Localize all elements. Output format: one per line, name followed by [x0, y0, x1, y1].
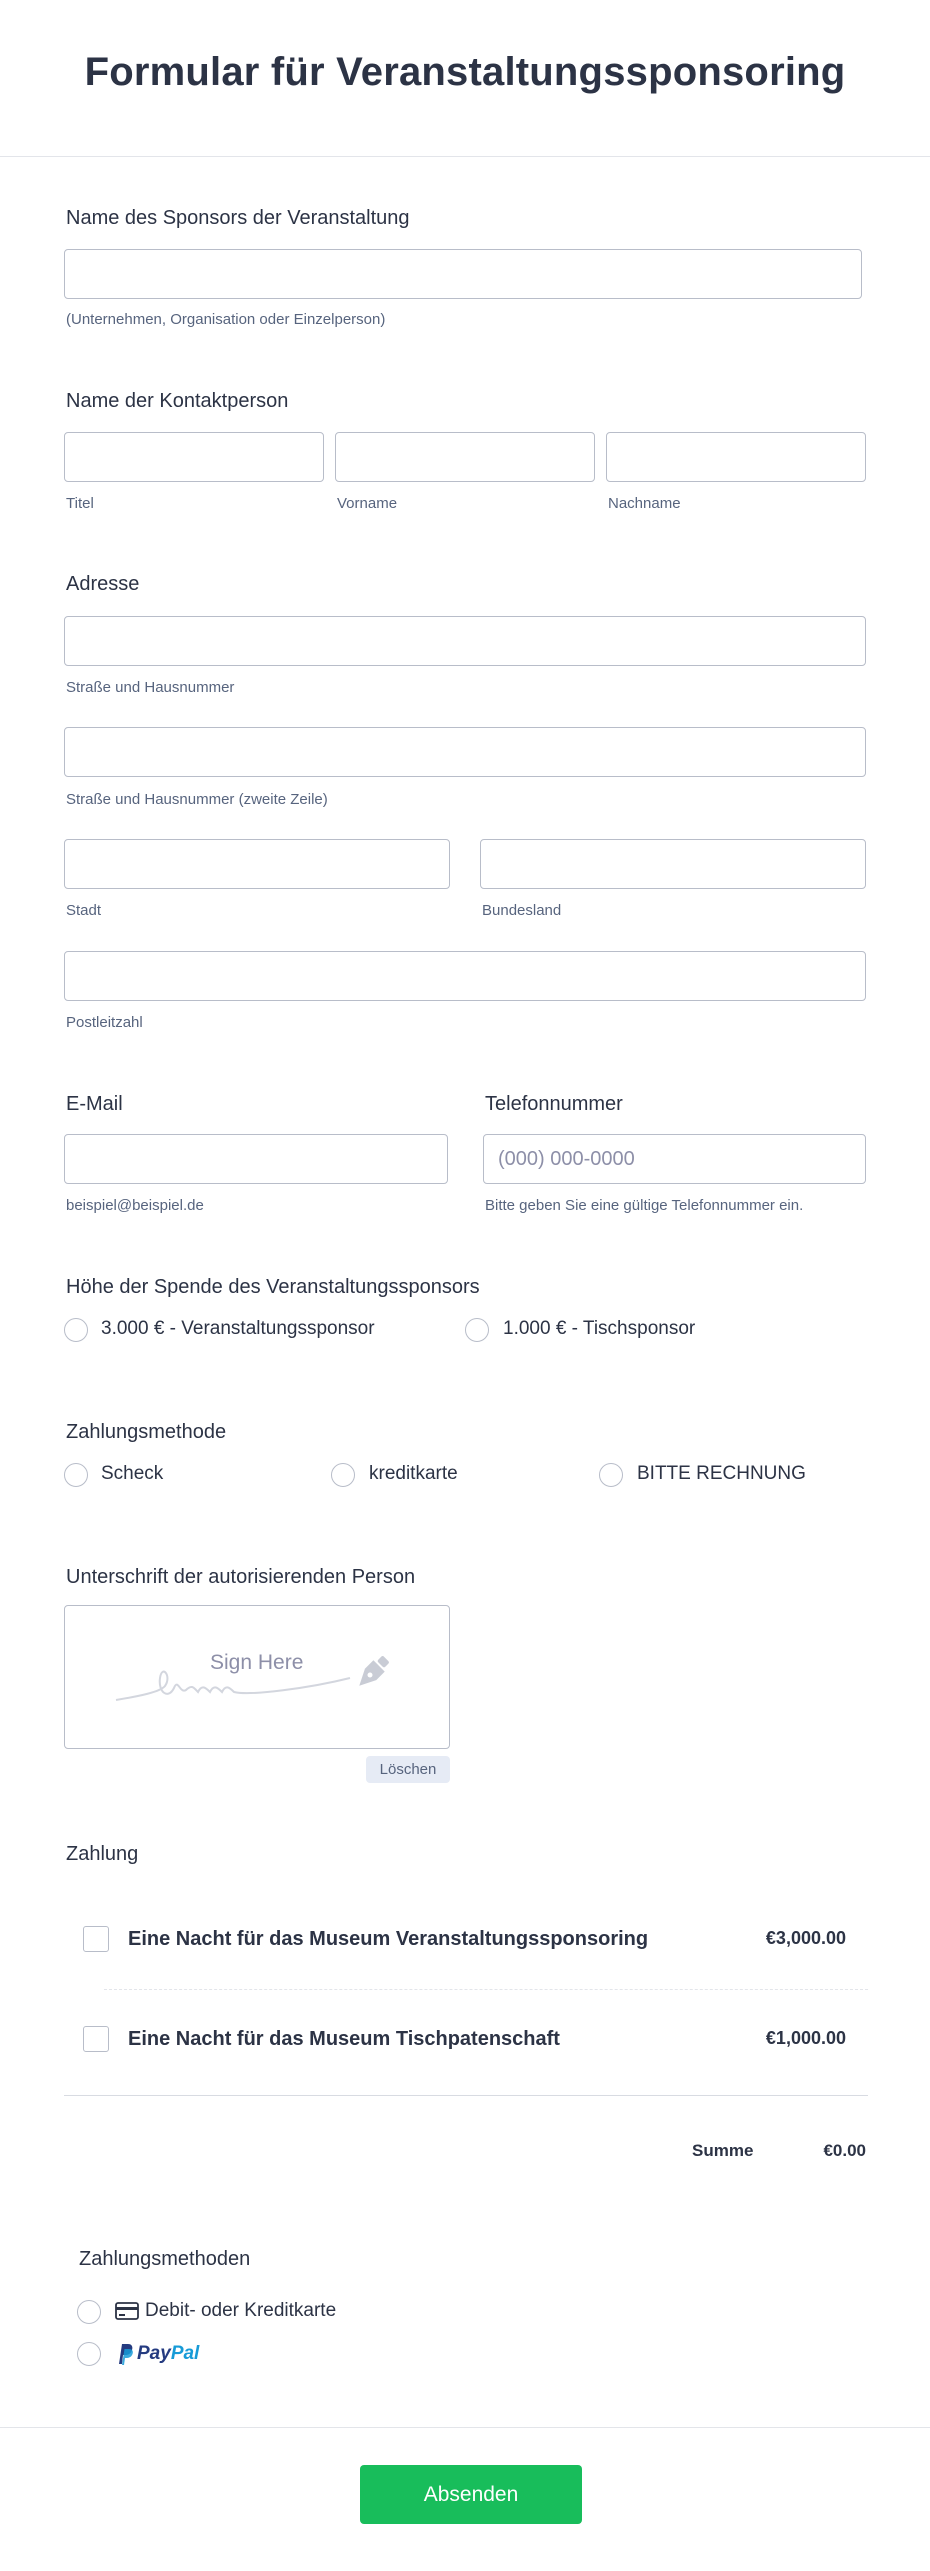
phone-hint: Bitte geben Sie eine gültige Telefonnummer ein.: [485, 1197, 804, 1214]
phone-input[interactable]: [483, 1134, 866, 1184]
payment-option-creditcard[interactable]: kreditkarte: [369, 1463, 458, 1484]
sponsor-name-label: Name des Sponsors der Veranstaltung: [66, 207, 410, 229]
product-checkbox-table-sponsorship[interactable]: [83, 2026, 109, 2052]
payment-method-card-label[interactable]: Debit- oder Kreditkarte: [145, 2300, 337, 2321]
sponsor-name-hint: (Unternehmen, Organisation oder Einzelperson): [66, 311, 386, 328]
contact-lastname-hint: Nachname: [608, 495, 681, 512]
form-header: [0, 0, 930, 157]
donation-label: Höhe der Spende des Veranstaltungssponsors: [66, 1276, 480, 1298]
paypal-logo-pay: Pay: [137, 2343, 171, 2364]
payment-option-invoice[interactable]: BITTE RECHNUNG: [637, 1463, 806, 1484]
contact-lastname-input[interactable]: [606, 432, 866, 482]
street-hint: Straße und Hausnummer: [66, 679, 235, 696]
credit-card-icon: [115, 2302, 139, 2320]
submit-button[interactable]: Absenden: [360, 2465, 582, 2524]
donation-option-event-sponsor[interactable]: 3.000 € - Veranstaltungssponsor: [101, 1318, 375, 1339]
product-price-event-sponsoring: €3,000.00: [765, 1928, 846, 1948]
donation-radio-event-sponsor[interactable]: [64, 1318, 88, 1342]
zip-hint: Postleitzahl: [66, 1014, 143, 1031]
sponsor-name-input[interactable]: [64, 249, 862, 299]
product-name-table-sponsorship: Eine Nacht für das Museum Tischpatenschaft: [128, 2028, 560, 2050]
product-checkbox-event-sponsoring[interactable]: [83, 1926, 109, 1952]
signature-label: Unterschrift der autorisierenden Person: [66, 1566, 416, 1588]
contact-firstname-hint: Vorname: [337, 495, 398, 512]
city-hint: Stadt: [66, 902, 102, 919]
footer-divider: [0, 2427, 930, 2428]
product-divider: [104, 1989, 868, 1990]
contact-firstname-input[interactable]: [335, 432, 595, 482]
city-input[interactable]: [64, 839, 450, 889]
total-label: Summe: [692, 2141, 754, 2160]
payment-method-radio-card[interactable]: [77, 2300, 101, 2324]
donation-option-table-sponsor[interactable]: 1.000 € - Tischsponsor: [503, 1318, 696, 1339]
paypal-logo-pal: Pal: [170, 2343, 200, 2364]
product-name-event-sponsoring: Eine Nacht für das Museum Veranstaltungssponsoring: [128, 1928, 649, 1950]
payment-radio-creditcard[interactable]: [331, 1463, 355, 1487]
contact-title-hint: Titel: [66, 495, 94, 512]
donation-radio-table-sponsor[interactable]: [465, 1318, 489, 1342]
payment-radio-invoice[interactable]: [599, 1463, 623, 1487]
payment-option-check[interactable]: Scheck: [101, 1463, 164, 1484]
contact-title-input[interactable]: [64, 432, 324, 482]
payment-method-label: Zahlungsmethode: [66, 1421, 227, 1443]
email-label: E-Mail: [66, 1093, 123, 1115]
total-value: €0.00: [823, 2141, 866, 2160]
phone-label: Telefonnummer: [485, 1093, 623, 1115]
paypal-logo-icon: [116, 2343, 134, 2365]
paypal-logo-text: [137, 2343, 199, 2365]
address-label: Adresse: [66, 573, 140, 595]
page-title: Formular für Veranstaltungssponsoring: [84, 50, 846, 94]
state-input[interactable]: [480, 839, 866, 889]
payment-radio-check[interactable]: [64, 1463, 88, 1487]
contact-name-label: Name der Kontaktperson: [66, 390, 289, 412]
total-divider: [64, 2095, 868, 2096]
payment-section-label: Zahlung: [66, 1843, 139, 1865]
zip-input[interactable]: [64, 951, 866, 1001]
payment-method-radio-paypal[interactable]: [77, 2342, 101, 2366]
signature-placeholder: Sign Here: [210, 1651, 304, 1674]
payment-methods-label: Zahlungsmethoden: [79, 2248, 251, 2270]
street2-hint: Straße und Hausnummer (zweite Zeile): [66, 791, 328, 808]
pen-nib-icon: [350, 1651, 394, 1695]
email-input[interactable]: [64, 1134, 448, 1184]
product-price-table-sponsorship: €1,000.00: [765, 2028, 846, 2048]
street-input[interactable]: [64, 616, 866, 666]
signature-clear-button[interactable]: Löschen: [366, 1756, 450, 1783]
state-hint: Bundesland: [482, 902, 562, 919]
email-hint: beispiel@beispiel.de: [66, 1197, 204, 1214]
phone-placeholder: (000) 000-0000: [498, 1148, 635, 1170]
street2-input[interactable]: [64, 727, 866, 777]
